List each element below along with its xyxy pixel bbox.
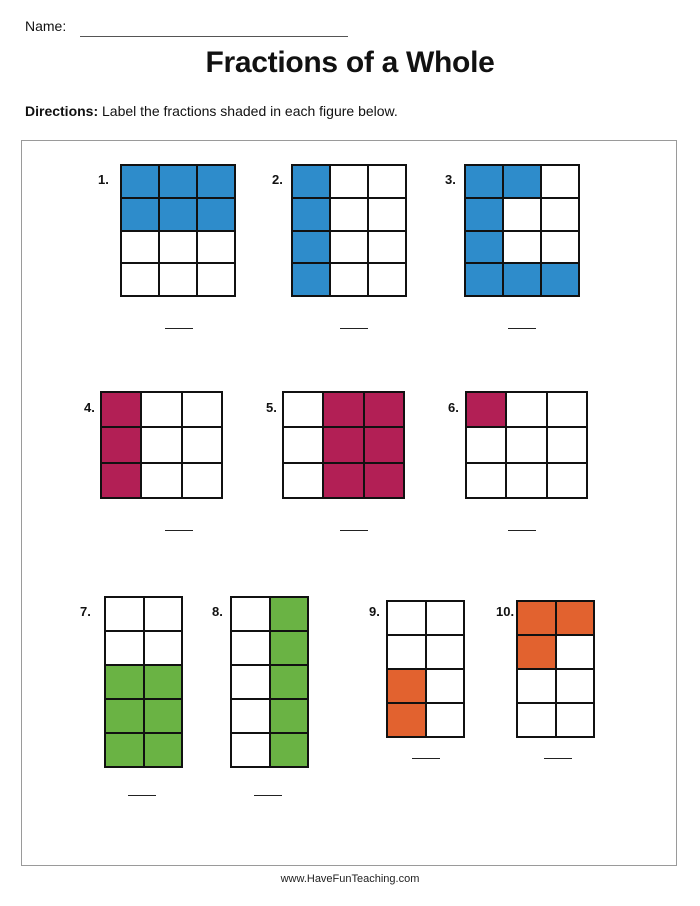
shaded-cell	[504, 166, 540, 197]
unshaded-cell	[232, 632, 269, 664]
unshaded-cell	[504, 199, 540, 230]
shaded-cell	[106, 666, 143, 698]
unshaded-cell	[145, 598, 182, 630]
unshaded-cell	[106, 632, 143, 664]
figure-6-number: 6.	[448, 400, 459, 415]
figure-4-answer-blank[interactable]	[165, 530, 193, 531]
unshaded-cell	[388, 636, 425, 668]
shaded-cell	[324, 464, 362, 497]
figure-9-grid	[386, 600, 465, 738]
shaded-cell	[324, 393, 362, 426]
shaded-cell	[293, 166, 329, 197]
figure-3-grid	[464, 164, 580, 297]
unshaded-cell	[232, 734, 269, 766]
figure-2-answer-blank[interactable]	[340, 328, 368, 329]
unshaded-cell	[507, 464, 545, 497]
shaded-cell	[102, 393, 140, 426]
unshaded-cell	[142, 428, 180, 461]
shaded-cell	[271, 734, 308, 766]
unshaded-cell	[331, 199, 367, 230]
shaded-cell	[388, 704, 425, 736]
unshaded-cell	[232, 598, 269, 630]
unshaded-cell	[142, 393, 180, 426]
shaded-cell	[365, 393, 403, 426]
shaded-cell	[122, 166, 158, 197]
figure-6-grid	[465, 391, 588, 499]
unshaded-cell	[548, 428, 586, 461]
footer-website: www.HaveFunTeaching.com	[280, 873, 420, 885]
figure-5-answer-blank[interactable]	[340, 530, 368, 531]
shaded-cell	[388, 670, 425, 702]
unshaded-cell	[142, 464, 180, 497]
unshaded-cell	[557, 704, 594, 736]
shaded-cell	[271, 666, 308, 698]
unshaded-cell	[122, 264, 158, 295]
figure-8-number: 8.	[212, 604, 223, 619]
unshaded-cell	[160, 264, 196, 295]
shaded-cell	[542, 264, 578, 295]
unshaded-cell	[369, 232, 405, 263]
shaded-cell	[160, 166, 196, 197]
unshaded-cell	[284, 464, 322, 497]
figure-3-answer-blank[interactable]	[508, 328, 536, 329]
shaded-cell	[466, 199, 502, 230]
unshaded-cell	[427, 670, 464, 702]
unshaded-cell	[557, 636, 594, 668]
shaded-cell	[145, 700, 182, 732]
shaded-cell	[293, 199, 329, 230]
figure-8-grid	[230, 596, 309, 768]
shaded-cell	[145, 666, 182, 698]
figure-7-grid	[104, 596, 183, 768]
figure-7-answer-blank[interactable]	[128, 795, 156, 796]
shaded-cell	[324, 428, 362, 461]
shaded-cell	[467, 393, 505, 426]
unshaded-cell	[557, 670, 594, 702]
page-title: Fractions of a Whole	[205, 46, 495, 79]
shaded-cell	[466, 166, 502, 197]
shaded-cell	[365, 428, 403, 461]
figure-6-answer-blank[interactable]	[508, 530, 536, 531]
unshaded-cell	[507, 393, 545, 426]
shaded-cell	[557, 602, 594, 634]
figure-9-answer-blank[interactable]	[412, 758, 440, 759]
shaded-cell	[504, 264, 540, 295]
shaded-cell	[518, 636, 555, 668]
shaded-cell	[466, 232, 502, 263]
unshaded-cell	[232, 666, 269, 698]
figure-3-number: 3.	[445, 172, 456, 187]
shaded-cell	[271, 700, 308, 732]
unshaded-cell	[106, 598, 143, 630]
unshaded-cell	[284, 428, 322, 461]
shaded-cell	[271, 632, 308, 664]
shaded-cell	[145, 734, 182, 766]
directions-label: Directions:	[25, 103, 99, 119]
shaded-cell	[518, 602, 555, 634]
figure-9-number: 9.	[369, 604, 380, 619]
unshaded-cell	[145, 632, 182, 664]
shaded-cell	[293, 264, 329, 295]
shaded-cell	[160, 199, 196, 230]
unshaded-cell	[183, 428, 221, 461]
shaded-cell	[198, 199, 234, 230]
unshaded-cell	[507, 428, 545, 461]
unshaded-cell	[331, 166, 367, 197]
unshaded-cell	[542, 232, 578, 263]
figure-10-answer-blank[interactable]	[544, 758, 572, 759]
unshaded-cell	[542, 166, 578, 197]
figure-4-number: 4.	[84, 400, 95, 415]
unshaded-cell	[388, 602, 425, 634]
name-label: Name:	[25, 18, 67, 34]
unshaded-cell	[198, 232, 234, 263]
figure-10-grid	[516, 600, 595, 738]
unshaded-cell	[284, 393, 322, 426]
unshaded-cell	[331, 264, 367, 295]
unshaded-cell	[369, 199, 405, 230]
unshaded-cell	[232, 700, 269, 732]
unshaded-cell	[542, 199, 578, 230]
unshaded-cell	[427, 704, 464, 736]
unshaded-cell	[548, 393, 586, 426]
unshaded-cell	[548, 464, 586, 497]
unshaded-cell	[122, 232, 158, 263]
unshaded-cell	[467, 464, 505, 497]
figure-10-number: 10.	[496, 604, 515, 619]
figure-7-number: 7.	[80, 604, 91, 619]
unshaded-cell	[427, 636, 464, 668]
directions	[25, 103, 398, 119]
unshaded-cell	[198, 264, 234, 295]
figure-1-answer-blank[interactable]	[165, 328, 193, 329]
unshaded-cell	[369, 166, 405, 197]
shaded-cell	[198, 166, 234, 197]
figure-1-grid	[120, 164, 236, 297]
shaded-cell	[365, 464, 403, 497]
figure-5-grid	[282, 391, 405, 499]
shaded-cell	[102, 464, 140, 497]
unshaded-cell	[427, 602, 464, 634]
shaded-cell	[102, 428, 140, 461]
shaded-cell	[106, 734, 143, 766]
figure-8-answer-blank[interactable]	[254, 795, 282, 796]
figure-4-grid	[100, 391, 223, 499]
unshaded-cell	[369, 264, 405, 295]
shaded-cell	[466, 264, 502, 295]
unshaded-cell	[331, 232, 367, 263]
unshaded-cell	[467, 428, 505, 461]
shaded-cell	[293, 232, 329, 263]
unshaded-cell	[160, 232, 196, 263]
shaded-cell	[106, 700, 143, 732]
figure-5-number: 5.	[266, 400, 277, 415]
unshaded-cell	[183, 393, 221, 426]
shaded-cell	[271, 598, 308, 630]
unshaded-cell	[504, 232, 540, 263]
unshaded-cell	[518, 670, 555, 702]
unshaded-cell	[518, 704, 555, 736]
name-line[interactable]	[80, 36, 348, 37]
figure-2-grid	[291, 164, 407, 297]
figure-1-number: 1.	[98, 172, 109, 187]
directions-text: Label the fractions shaded in each figure below.	[98, 103, 398, 119]
figure-2-number: 2.	[272, 172, 283, 187]
unshaded-cell	[183, 464, 221, 497]
shaded-cell	[122, 199, 158, 230]
